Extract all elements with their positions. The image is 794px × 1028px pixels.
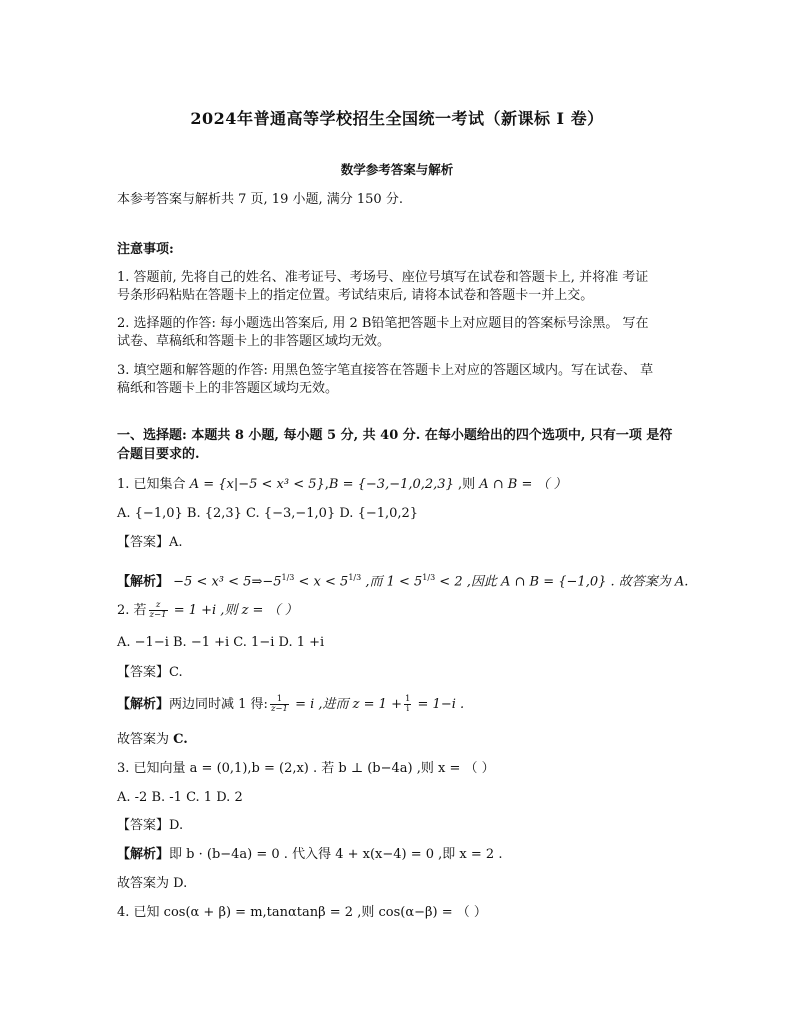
question-1-analysis-p1: −5 < x³ < 5⇒−5 xyxy=(173,574,282,590)
fraction-denominator: z−1 xyxy=(149,610,167,620)
analysis-label: 【解析】 xyxy=(117,574,170,590)
question-1-answer xyxy=(117,533,183,553)
question-3-answer xyxy=(117,816,183,836)
fraction-numerator: 1 xyxy=(404,694,411,704)
answer-label: 【答案】 xyxy=(117,818,170,833)
question-1-exp-2: 1/3 xyxy=(348,573,362,582)
question-2-fraction xyxy=(149,601,168,620)
question-2-fraction-2 xyxy=(270,695,289,714)
question-2-analysis xyxy=(117,695,464,715)
question-1-exp-1: 1/3 xyxy=(281,573,295,582)
question-3-conclusion-value: D. xyxy=(173,876,188,891)
question-3-options: A. -2 B. -1 C. 1 D. 2 xyxy=(117,790,243,805)
question-2-eq: = 1 +i ,则 z = （ ） xyxy=(169,603,298,618)
question-2-prefix: 2. 若 xyxy=(117,603,147,618)
question-2-answer xyxy=(117,663,183,683)
answer-label: 【答案】 xyxy=(117,665,170,680)
fraction-denominator: i xyxy=(406,704,410,714)
notice-item-1-line-2: 号条形码粘贴在答题卡上的指定位置。考试结束后, 请将本试卷和答题卡一并上交。 xyxy=(117,288,594,303)
question-2-options: A. −1−i B. −1 +i C. 1−i D. 1 +i xyxy=(117,635,325,650)
question-1-analysis-p4: < 2 ,因此 A ∩ B = {−1,0} . 故答案为 A. xyxy=(435,574,689,590)
notice-item-3-line-2: 稿纸和答题卡上的非答题区域均无效。 xyxy=(117,381,339,396)
question-2-analysis-p2: = i ,进而 z = 1 + xyxy=(290,697,402,712)
fraction-numerator: z xyxy=(149,601,168,611)
section-1-heading-line-1: 一、选择题: 本题共 8 小题, 每小题 5 分, 共 40 分. 在每小题给出的四个选项中, 只有一项 是符 xyxy=(117,428,673,443)
notice-item-3-line-1: 3. 填空题和解答题的作答: 用黑色签字笔直接答在答题卡上对应的答题区域内。写在试卷、 草 xyxy=(117,363,654,378)
page-title: 2024年普通高等学校招生全国统一考试（新课标 I 卷） xyxy=(190,109,604,128)
answer-label: 【答案】 xyxy=(117,535,170,550)
question-1-then: ,则 xyxy=(453,477,480,492)
question-4: 4. 已知 cos(α + β) = m,tanαtanβ = 2 ,则 cos(α−β) = （ ） xyxy=(117,905,487,920)
page-subtitle: 数学参考答案与解析 xyxy=(340,162,454,177)
question-2-conclusion-value: C. xyxy=(173,732,188,747)
question-3-answer-value: D. xyxy=(169,818,184,833)
question-3-analysis xyxy=(117,845,502,865)
question-2-answer-value: C. xyxy=(169,665,183,680)
notice-item-1-line-1: 1. 答题前, 先将自己的姓名、准考证号、考场号、座位号填写在试卷和答题卡上, 并将准 考证 xyxy=(117,270,649,285)
question-2-analysis-p1: 两边同时减 1 得: xyxy=(169,697,268,712)
question-1-sep: , xyxy=(324,477,329,492)
fraction-denominator: z−1 xyxy=(270,704,288,714)
question-1 xyxy=(117,475,567,495)
section-1-heading-line-2: 合题目要求的. xyxy=(117,447,200,462)
notice-heading: 注意事项: xyxy=(117,242,174,257)
question-1-exp-3: 1/3 xyxy=(422,573,436,582)
question-1-options: A. {−1,0} B. {2,3} C. {−3,−1,0} D. {−1,0,2} xyxy=(117,506,419,521)
question-1-set-a: A = {x|−5 < x³ < 5} xyxy=(189,477,325,492)
question-3-analysis-text: 即 b · (b−4a) = 0 . 代入得 4 + x(x−4) = 0 ,即 x = 2 . xyxy=(169,847,503,862)
question-1-expr: A ∩ B = （ ） xyxy=(479,477,567,492)
analysis-label: 【解析】 xyxy=(117,847,170,862)
question-1-prefix: 1. 已知集合 xyxy=(117,477,186,492)
question-3-conclusion xyxy=(117,874,187,894)
question-3: 3. 已知向量 a = (0,1),b = (2,x) . 若 b ⊥ (b−4a) ,则 x = （ ） xyxy=(117,761,495,776)
question-2-analysis-p3: = 1−i . xyxy=(413,697,465,712)
question-2 xyxy=(117,601,298,621)
question-1-analysis xyxy=(117,568,688,592)
fraction-numerator: 1 xyxy=(270,695,289,705)
question-2-fraction-3 xyxy=(404,695,411,714)
conclude-label: 故答案为 xyxy=(117,732,170,747)
intro-text: 本参考答案与解析共 7 页, 19 小题, 满分 150 分. xyxy=(117,192,403,207)
question-1-analysis-p2: < x < 5 xyxy=(294,574,349,590)
notice-item-2-line-2: 试卷、草稿纸和答题卡上的非答题区域均无效。 xyxy=(117,334,391,349)
conclude-label: 故答案为 xyxy=(117,876,170,891)
question-1-set-b: B = {−3,−1,0,2,3} xyxy=(328,477,454,492)
question-1-answer-value: A. xyxy=(169,535,183,550)
question-1-analysis-p3: ,而 1 < 5 xyxy=(361,574,423,590)
question-2-conclusion xyxy=(117,730,188,750)
analysis-label: 【解析】 xyxy=(117,697,170,712)
notice-item-2-line-1: 2. 选择题的作答: 每小题选出答案后, 用 2 B铅笔把答题卡上对应题目的答案标号涂黑。 写在 xyxy=(117,316,649,331)
